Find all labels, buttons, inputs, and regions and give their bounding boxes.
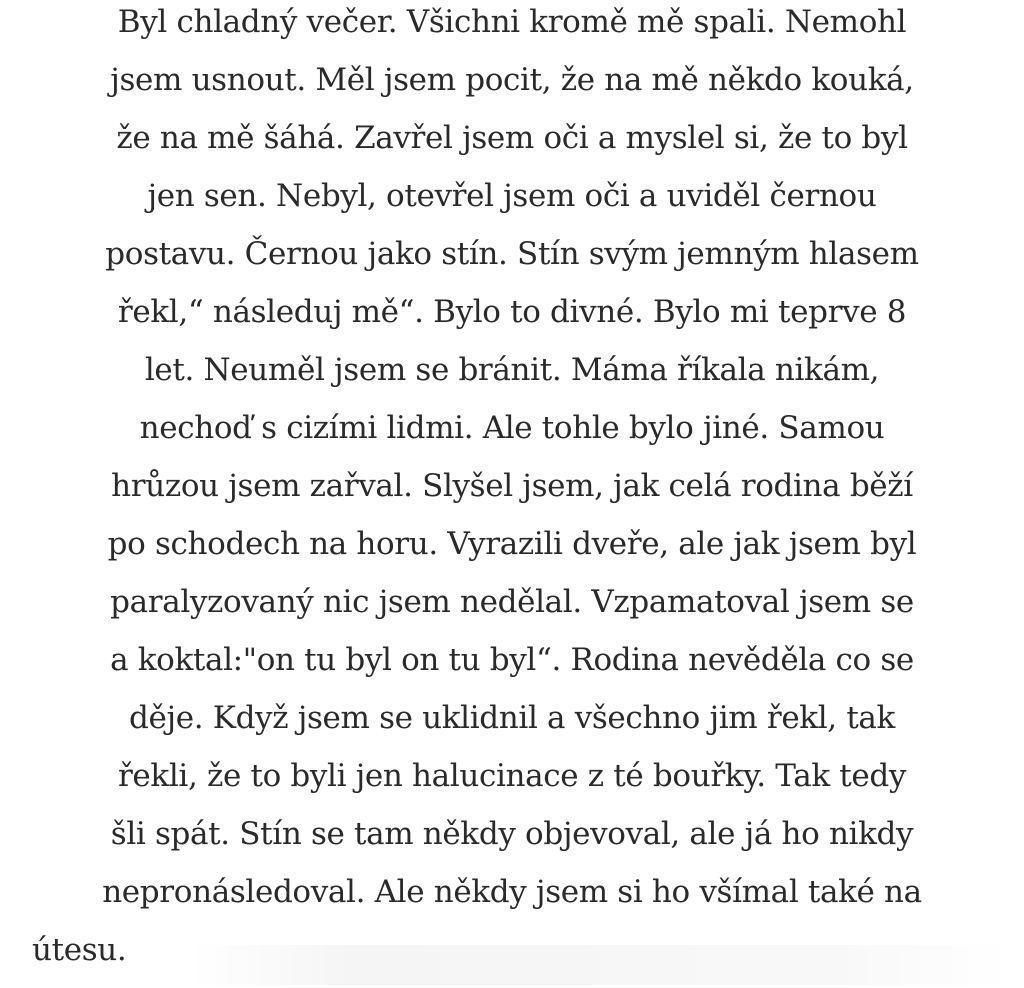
- text-line-9: hrůzou jsem zařval. Slyšel jsem, jak celá rodina běží: [111, 468, 913, 504]
- text-line-14: řekli, že to byli jen halucinace z té bouřky. Tak tedy: [117, 758, 907, 794]
- text-line-17: útesu.: [32, 932, 127, 968]
- text-line-11: paralyzovaný nic jsem nedělal. Vzpamatoval jsem se: [110, 584, 914, 620]
- text-line-3: že na mě šáhá. Zavřel jsem oči a myslel si, že to byl: [116, 120, 908, 156]
- text-line-12: a koktal:"on tu byl on tu byl“. Rodina nevěděla co se: [110, 642, 914, 678]
- text-line-10: po schodech na horu. Vyrazili dveře, ale jak jsem byl: [107, 526, 917, 562]
- text-line-16: nepronásledoval. Ale někdy jsem si ho všímal také na: [102, 874, 922, 910]
- text-line-2: jsem usnout. Měl jsem pocit, že na mě někdo kouká,: [110, 62, 914, 98]
- text-line-4: jen sen. Nebyl, otevřel jsem oči a uviděl černou: [147, 178, 877, 214]
- text-line-1: Byl chladný večer. Všichni kromě mě spali. Nemohl: [117, 4, 907, 40]
- text-line-5: postavu. Černou jako stín. Stín svým jemným hlasem: [105, 236, 919, 272]
- text-line-7: let. Neuměl jsem se bránit. Máma říkala nikám,: [144, 352, 880, 388]
- text-line-13: děje. Když jsem se uklidnil a všechno jim řekl, tak: [129, 700, 895, 736]
- text-line-15: šli spát. Stín se tam někdy objevoval, ale já ho nikdy: [110, 816, 914, 852]
- text-line-6: řekl,“ následuj mě“. Bylo to divné. Bylo mi teprve 8: [117, 294, 907, 330]
- text-line-8: nechoď s cizími lidmi. Ale tohle bylo jiné. Samou: [139, 410, 885, 446]
